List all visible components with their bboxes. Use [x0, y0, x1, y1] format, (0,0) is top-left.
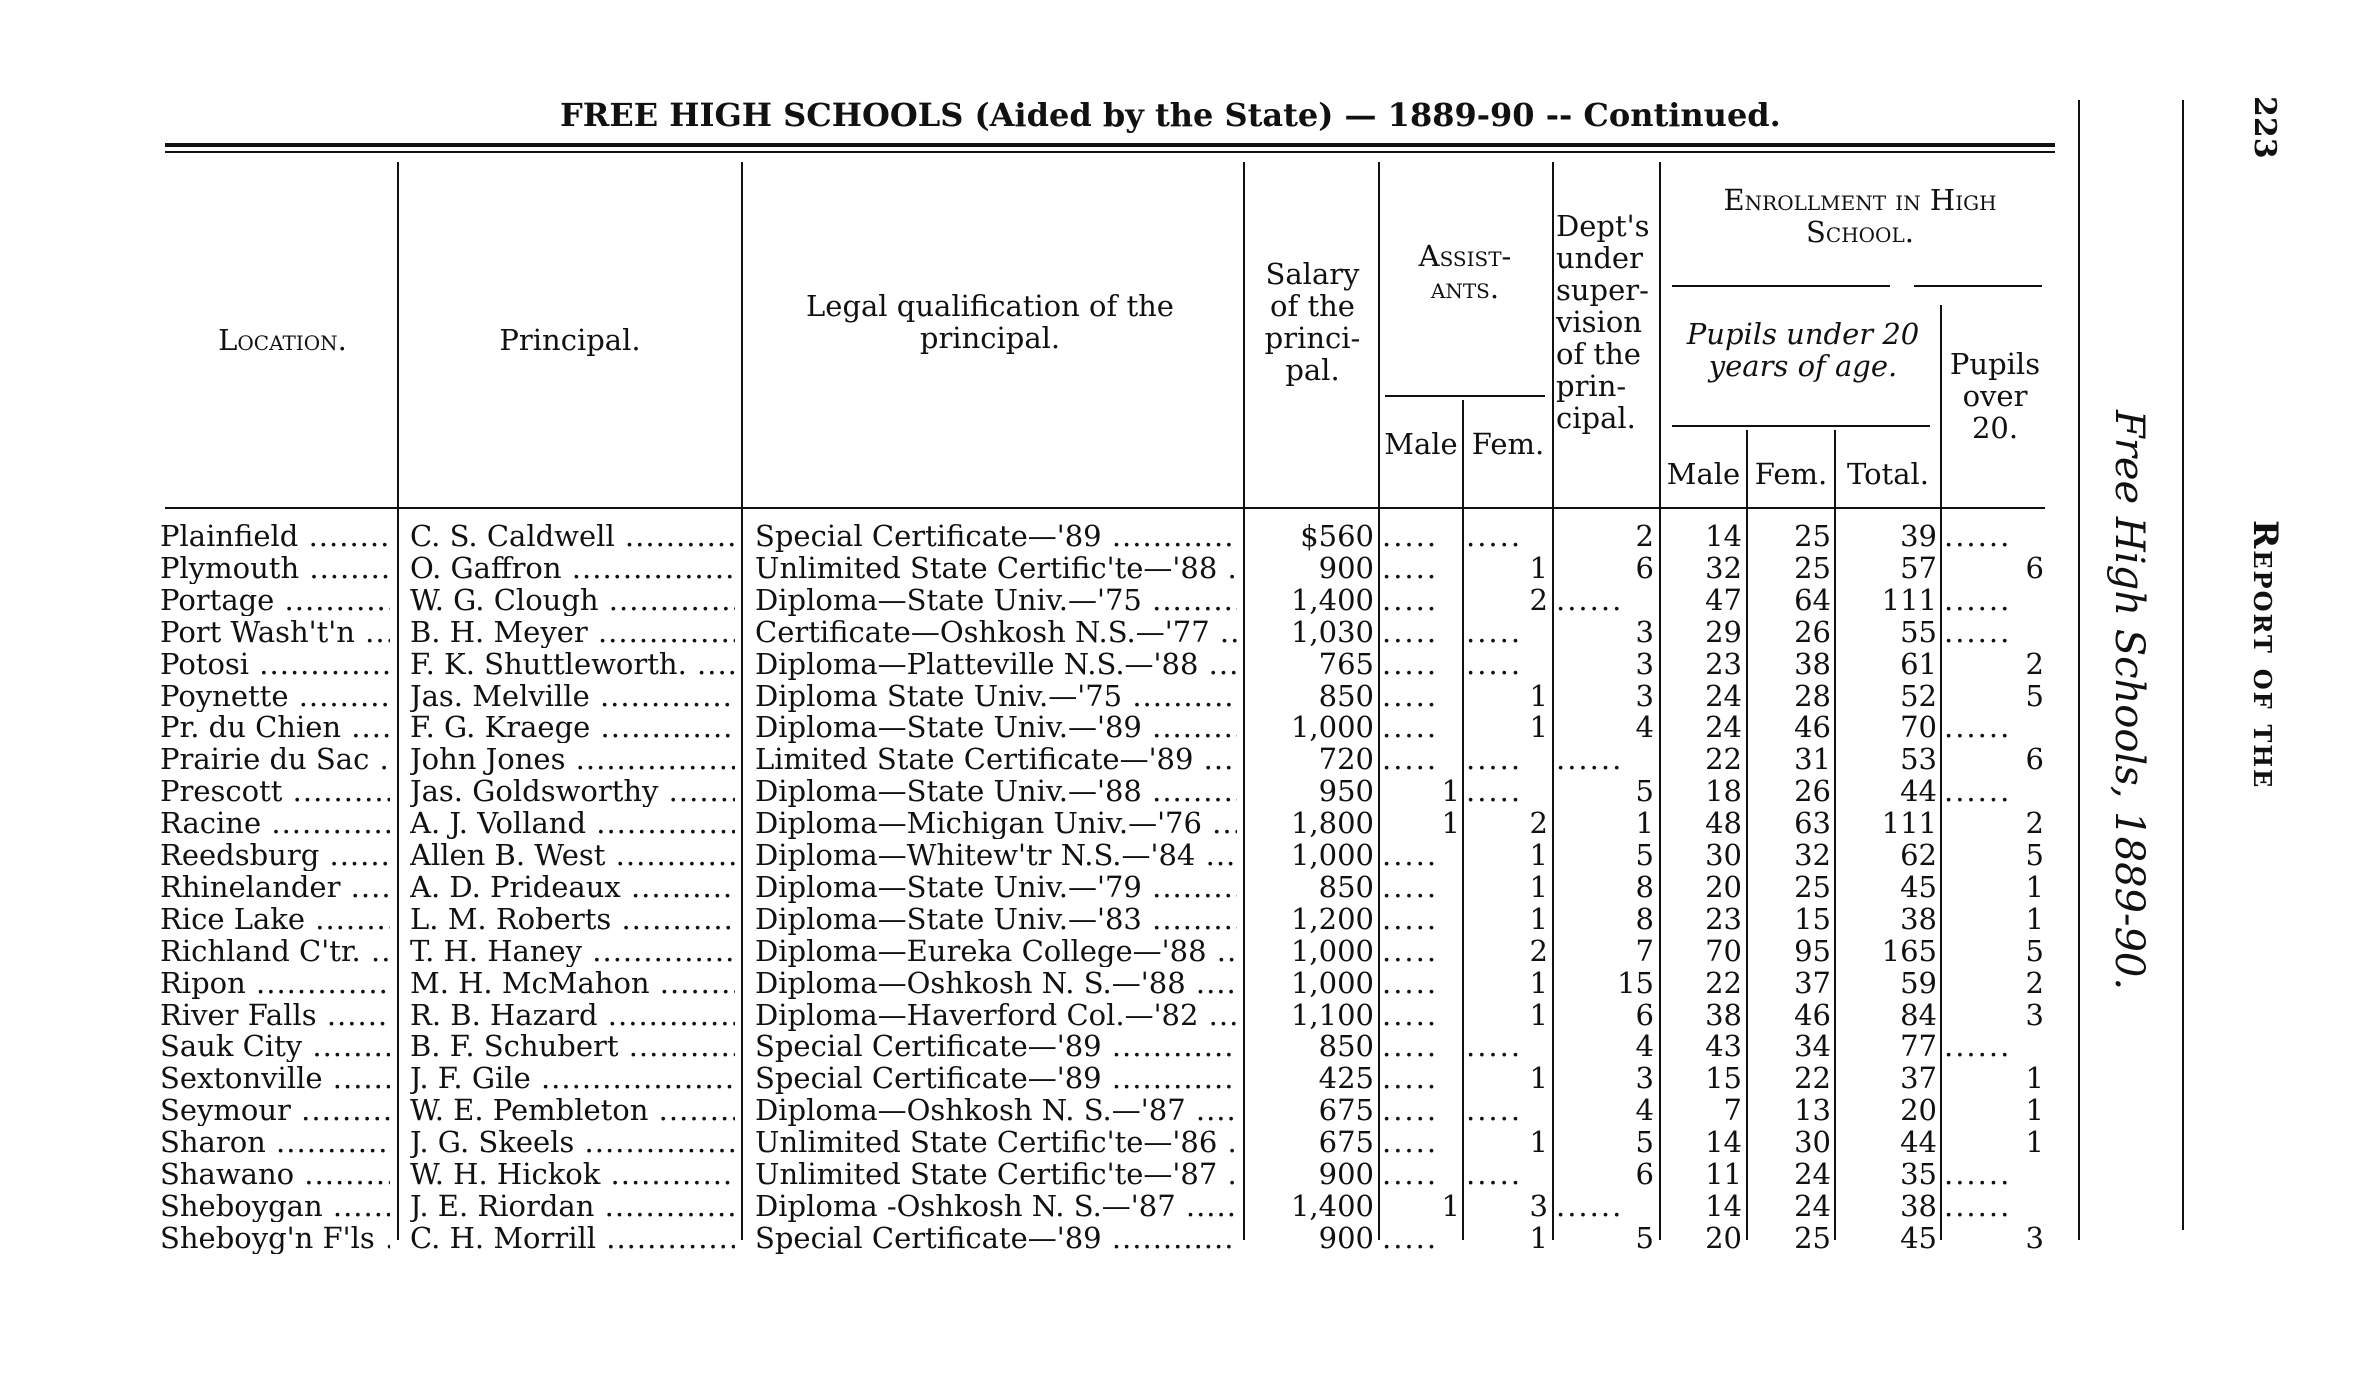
cell-depts: 8: [1635, 903, 1654, 935]
cell-asst-fem: .....: [1466, 743, 1523, 775]
cell-fem: 25: [1794, 1222, 1831, 1254]
cell-asst-male: .....: [1382, 616, 1439, 648]
cell-salary: 900: [1318, 1158, 1374, 1190]
cell-fem: 34: [1794, 1030, 1831, 1062]
cell-depts: 6: [1635, 1158, 1654, 1190]
cell-location: Sheboyg'n F'ls .....: [160, 1222, 390, 1254]
cell-asst-fem: .....: [1466, 616, 1523, 648]
cell-over: ......: [1944, 775, 2012, 807]
cell-depts: 5: [1635, 1222, 1654, 1254]
cell-total: 35: [1900, 1158, 1937, 1190]
cell-asst-male: .....: [1382, 584, 1439, 616]
col-line-7: [1659, 162, 1661, 1240]
cell-location: Pr. du Chien .....: [160, 711, 390, 743]
cell-over: 1: [2025, 1094, 2044, 1126]
cell-salary: 900: [1318, 1222, 1374, 1254]
cell-fem: 24: [1794, 1158, 1831, 1190]
cell-male: 11: [1705, 1158, 1742, 1190]
cell-depts: 5: [1635, 775, 1654, 807]
cell-over: 2: [2025, 648, 2044, 680]
cell-qualification: Diploma—State Univ.—'75 .....: [755, 584, 1237, 616]
cell-asst-fem: .....: [1466, 1030, 1523, 1062]
cell-asst-male: .....: [1382, 1062, 1439, 1094]
cell-asst-male: .....: [1382, 711, 1439, 743]
cell-over: 5: [2025, 680, 2044, 712]
cell-total: 111: [1881, 807, 1937, 839]
cell-fem: 25: [1794, 552, 1831, 584]
cell-fem: 25: [1794, 520, 1831, 552]
header-enrollment: Enrollment in High School.: [1723, 183, 1997, 249]
side-report: Report of the: [2245, 520, 2285, 790]
cell-depts: ......: [1556, 584, 1624, 616]
header-pupils-under-20: Pupils under 20 years of age.: [1686, 317, 1920, 383]
cell-principal: R. B. Hazard .....: [410, 999, 735, 1031]
cell-total: 57: [1900, 552, 1937, 584]
cell-depts: 3: [1635, 680, 1654, 712]
cell-male: 15: [1705, 1062, 1742, 1094]
cell-depts: 5: [1635, 839, 1654, 871]
header-qualification: Legal qualification of the principal.: [806, 289, 1174, 355]
cell-qualification: Diploma—State Univ.—'79 .....: [755, 871, 1237, 903]
cell-male: 14: [1705, 1190, 1742, 1222]
cell-asst-male: .....: [1382, 839, 1439, 871]
cell-male: 30: [1705, 839, 1742, 871]
header-enr-total: Total.: [1847, 457, 1929, 491]
cell-salary: 1,000: [1290, 935, 1374, 967]
cell-total: 77: [1900, 1030, 1937, 1062]
cell-location: Seymour .....: [160, 1094, 390, 1126]
cell-asst-fem: 2: [1529, 935, 1548, 967]
cell-qualification: Unlimited State Certific'te—'88 .....: [755, 552, 1237, 584]
cell-qualification: Special Certificate—'89 .....: [755, 520, 1237, 552]
cell-principal: F. G. Kraege .....: [410, 711, 735, 743]
cell-salary: 1,400: [1290, 584, 1374, 616]
cell-male: 22: [1705, 967, 1742, 999]
cell-depts: 6: [1635, 552, 1654, 584]
cell-total: 39: [1900, 520, 1937, 552]
header-depts: Dept's under super- vision of the prin- cipal.: [1556, 209, 1650, 435]
cell-asst-fem: 1: [1529, 967, 1548, 999]
cell-depts: 6: [1635, 999, 1654, 1031]
cell-male: 24: [1705, 711, 1742, 743]
cell-total: 53: [1900, 743, 1937, 775]
cell-over: 1: [2025, 1126, 2044, 1158]
cell-asst-male: .....: [1382, 520, 1439, 552]
cell-fem: 37: [1794, 967, 1831, 999]
cell-male: 14: [1705, 520, 1742, 552]
cell-depts: 3: [1635, 616, 1654, 648]
cell-total: 52: [1900, 680, 1937, 712]
cell-salary: 850: [1318, 871, 1374, 903]
cell-principal: W. E. Pembleton .....: [410, 1094, 735, 1126]
cell-asst-male: .....: [1382, 967, 1439, 999]
cell-qualification: Diploma—Haverford Col.—'82 .....: [755, 999, 1237, 1031]
cell-depts: 15: [1617, 967, 1654, 999]
cell-principal: J. F. Gile .....: [410, 1062, 735, 1094]
cell-qualification: Diploma—State Univ.—'83 .....: [755, 903, 1237, 935]
cell-salary: $560: [1300, 520, 1374, 552]
cell-male: 32: [1705, 552, 1742, 584]
cell-location: Sheboygan .....: [160, 1190, 390, 1222]
cell-depts: 2: [1635, 520, 1654, 552]
cell-qualification: Diploma—Oshkosh N. S.—'87 .....: [755, 1094, 1237, 1126]
cell-asst-fem: 1: [1529, 1126, 1548, 1158]
cell-qualification: Limited State Certificate—'89 .....: [755, 743, 1237, 775]
cell-asst-male: .....: [1382, 743, 1439, 775]
enroll-subrule-a: [1672, 285, 1890, 287]
header-asst-male: Male: [1384, 427, 1458, 461]
top-rule-thin: [165, 151, 2055, 153]
cell-salary: 1,030: [1290, 616, 1374, 648]
cell-qualification: Diploma—Oshkosh N. S.—'88 .....: [755, 967, 1237, 999]
cell-salary: 720: [1318, 743, 1374, 775]
cell-principal: L. M. Roberts .....: [410, 903, 735, 935]
header-bottom-rule: [165, 507, 2045, 509]
cell-asst-male: .....: [1382, 999, 1439, 1031]
cell-location: Racine .....: [160, 807, 390, 839]
cell-principal: W. H. Hickok .....: [410, 1158, 735, 1190]
cell-over: ......: [1944, 1030, 2012, 1062]
cell-asst-fem: 1: [1529, 903, 1548, 935]
header-location: Location.: [218, 323, 347, 357]
cell-principal: A. J. Volland .....: [410, 807, 735, 839]
cell-over: 6: [2025, 743, 2044, 775]
cell-salary: 1,100: [1290, 999, 1374, 1031]
col-line-10: [1940, 305, 1942, 1240]
cell-asst-male: .....: [1382, 935, 1439, 967]
cell-fem: 46: [1794, 999, 1831, 1031]
cell-over: 2: [2025, 807, 2044, 839]
cell-location: River Falls .....: [160, 999, 390, 1031]
header-assistants: Assist- ants.: [1418, 239, 1512, 305]
cell-depts: 4: [1635, 711, 1654, 743]
cell-male: 47: [1705, 584, 1742, 616]
cell-fem: 24: [1794, 1190, 1831, 1222]
cell-asst-male: .....: [1382, 648, 1439, 680]
cell-principal: F. K. Shuttleworth. .....: [410, 648, 735, 680]
top-rule-thick: [165, 143, 2055, 147]
cell-total: 70: [1900, 711, 1937, 743]
cell-location: Plainfield .....: [160, 520, 390, 552]
right-border: [2078, 100, 2080, 1240]
cell-asst-fem: .....: [1466, 520, 1523, 552]
cell-depts: 3: [1635, 648, 1654, 680]
cell-depts: 5: [1635, 1126, 1654, 1158]
cell-depts: ......: [1556, 1190, 1624, 1222]
cell-asst-male: .....: [1382, 1094, 1439, 1126]
cell-principal: Jas. Goldsworthy .....: [410, 775, 735, 807]
cell-total: 111: [1881, 584, 1937, 616]
cell-salary: 1,400: [1290, 1190, 1374, 1222]
cell-over: 3: [2025, 1222, 2044, 1254]
cell-principal: T. H. Haney .....: [410, 935, 735, 967]
cell-total: 38: [1900, 903, 1937, 935]
col-line-3: [1243, 162, 1245, 1240]
cell-fem: 31: [1794, 743, 1831, 775]
cell-principal: B. F. Schubert .....: [410, 1030, 735, 1062]
cell-male: 48: [1705, 807, 1742, 839]
cell-location: Prescott .....: [160, 775, 390, 807]
cell-fem: 46: [1794, 711, 1831, 743]
cell-location: Richland C'tr. .....: [160, 935, 390, 967]
col-line-4: [1378, 162, 1380, 1240]
cell-fem: 28: [1794, 680, 1831, 712]
cell-male: 18: [1705, 775, 1742, 807]
cell-depts: 8: [1635, 871, 1654, 903]
cell-asst-fem: 1: [1529, 999, 1548, 1031]
cell-salary: 425: [1318, 1062, 1374, 1094]
cell-male: 70: [1705, 935, 1742, 967]
cell-fem: 25: [1794, 871, 1831, 903]
cell-principal: J. E. Riordan .....: [410, 1190, 735, 1222]
cell-fem: 26: [1794, 616, 1831, 648]
cell-qualification: Unlimited State Certific'te—'86 .....: [755, 1126, 1237, 1158]
cell-asst-fem: 1: [1529, 680, 1548, 712]
cell-qualification: Diploma -Oshkosh N. S.—'87 .....: [755, 1190, 1237, 1222]
cell-fem: 63: [1794, 807, 1831, 839]
cell-asst-male: 1: [1441, 807, 1460, 839]
col-line-5: [1462, 400, 1464, 1240]
cell-male: 20: [1705, 1222, 1742, 1254]
cell-total: 84: [1900, 999, 1937, 1031]
header-enr-male: Male: [1666, 457, 1741, 491]
header-enr-fem: Fem.: [1754, 457, 1828, 491]
cell-total: 62: [1900, 839, 1937, 871]
cell-asst-fem: .....: [1466, 648, 1523, 680]
cell-asst-male: .....: [1382, 552, 1439, 584]
cell-fem: 30: [1794, 1126, 1831, 1158]
cell-asst-fem: 2: [1529, 584, 1548, 616]
cell-male: 7: [1723, 1094, 1742, 1126]
cell-salary: 765: [1318, 648, 1374, 680]
cell-total: 165: [1881, 935, 1937, 967]
cell-male: 43: [1705, 1030, 1742, 1062]
cell-over: ......: [1944, 1190, 2012, 1222]
cell-principal: W. G. Clough .....: [410, 584, 735, 616]
cell-fem: 38: [1794, 648, 1831, 680]
cell-location: Plymouth .....: [160, 552, 390, 584]
cell-male: 22: [1705, 743, 1742, 775]
cell-asst-male: .....: [1382, 1030, 1439, 1062]
cell-location: Potosi .....: [160, 648, 390, 680]
cell-qualification: Diploma—Eureka College—'88 .....: [755, 935, 1237, 967]
cell-over: 1: [2025, 1062, 2044, 1094]
cell-qualification: Diploma—State Univ.—'89 .....: [755, 711, 1237, 743]
cell-asst-fem: 2: [1529, 807, 1548, 839]
header-salary: Salary of the princi- pal.: [1264, 257, 1361, 387]
cell-total: 44: [1900, 1126, 1937, 1158]
cell-asst-male: .....: [1382, 1158, 1439, 1190]
cell-qualification: Diploma—State Univ.—'88 .....: [755, 775, 1237, 807]
cell-asst-fem: 1: [1529, 1222, 1548, 1254]
cell-over: 5: [2025, 935, 2044, 967]
cell-male: 29: [1705, 616, 1742, 648]
cell-asst-male: .....: [1382, 680, 1439, 712]
cell-asst-fem: .....: [1466, 775, 1523, 807]
under20-subrule: [1672, 425, 1930, 427]
cell-qualification: Special Certificate—'89 .....: [755, 1062, 1237, 1094]
col-line-6: [1552, 162, 1554, 1240]
cell-location: Portage .....: [160, 584, 390, 616]
cell-qualification: Diploma State Univ.—'75 .....: [755, 680, 1237, 712]
cell-over: 3: [2025, 999, 2044, 1031]
cell-asst-male: .....: [1382, 1126, 1439, 1158]
cell-qualification: Special Certificate—'89 .....: [755, 1222, 1237, 1254]
cell-fem: 15: [1794, 903, 1831, 935]
cell-location: Sextonville .....: [160, 1062, 390, 1094]
cell-male: 24: [1705, 680, 1742, 712]
cell-over: ......: [1944, 616, 2012, 648]
cell-asst-fem: 1: [1529, 871, 1548, 903]
cell-principal: B. H. Meyer .....: [410, 616, 735, 648]
cell-qualification: Unlimited State Certific'te—'87 .....: [755, 1158, 1237, 1190]
cell-asst-fem: 1: [1529, 711, 1548, 743]
cell-location: Rice Lake .....: [160, 903, 390, 935]
assist-subrule: [1385, 395, 1545, 397]
cell-fem: 64: [1794, 584, 1831, 616]
cell-over: 2: [2025, 967, 2044, 999]
cell-total: 37: [1900, 1062, 1937, 1094]
col-line-2: [741, 162, 743, 1240]
cell-male: 20: [1705, 871, 1742, 903]
cell-location: Port Wash't'n .....: [160, 616, 390, 648]
header-pupils-over-20: Pupils over 20.: [1949, 347, 2041, 445]
cell-fem: 13: [1794, 1094, 1831, 1126]
cell-total: 61: [1900, 648, 1937, 680]
cell-asst-fem: 3: [1529, 1190, 1548, 1222]
cell-asst-fem: 1: [1529, 1062, 1548, 1094]
cell-asst-fem: .....: [1466, 1158, 1523, 1190]
cell-fem: 22: [1794, 1062, 1831, 1094]
cell-asst-male: .....: [1382, 903, 1439, 935]
cell-qualification: Special Certificate—'89 .....: [755, 1030, 1237, 1062]
cell-over: 5: [2025, 839, 2044, 871]
cell-asst-male: 1: [1441, 775, 1460, 807]
page-title: FREE HIGH SCHOOLS (Aided by the State) — 1889-90 -- Continued.: [560, 96, 1781, 134]
cell-fem: 95: [1794, 935, 1831, 967]
cell-asst-fem: 1: [1529, 839, 1548, 871]
cell-principal: A. D. Prideaux .....: [410, 871, 735, 903]
cell-principal: C. S. Caldwell .....: [410, 520, 735, 552]
cell-qualification: Diploma—Michigan Univ.—'76 .....: [755, 807, 1237, 839]
header-principal: Principal.: [499, 323, 641, 357]
cell-salary: 675: [1318, 1126, 1374, 1158]
cell-salary: 1,000: [1290, 967, 1374, 999]
cell-location: Reedsburg .....: [160, 839, 390, 871]
col-line-8: [1746, 430, 1748, 1240]
cell-location: Ripon .....: [160, 967, 390, 999]
cell-salary: 950: [1318, 775, 1374, 807]
cell-asst-fem: .....: [1466, 1094, 1523, 1126]
enroll-subrule-b: [1914, 285, 2042, 287]
cell-total: 20: [1900, 1094, 1937, 1126]
cell-depts: ......: [1556, 743, 1624, 775]
cell-salary: 850: [1318, 1030, 1374, 1062]
cell-principal: O. Gaffron .....: [410, 552, 735, 584]
cell-principal: J. G. Skeels .....: [410, 1126, 735, 1158]
cell-location: Prairie du Sac .....: [160, 743, 390, 775]
cell-total: 55: [1900, 616, 1937, 648]
cell-principal: C. H. Morrill .....: [410, 1222, 735, 1254]
cell-male: 38: [1705, 999, 1742, 1031]
cell-qualification: Certificate—Oshkosh N.S.—'77 .....: [755, 616, 1237, 648]
cell-depts: 7: [1635, 935, 1654, 967]
cell-salary: 675: [1318, 1094, 1374, 1126]
cell-male: 23: [1705, 648, 1742, 680]
cell-over: 1: [2025, 903, 2044, 935]
cell-total: 38: [1900, 1190, 1937, 1222]
cell-over: ......: [1944, 711, 2012, 743]
cell-salary: 1,000: [1290, 711, 1374, 743]
cell-location: Sharon .....: [160, 1126, 390, 1158]
cell-qualification: Diploma—Platteville N.S.—'88 .....: [755, 648, 1237, 680]
cell-total: 45: [1900, 871, 1937, 903]
cell-depts: 3: [1635, 1062, 1654, 1094]
cell-salary: 850: [1318, 680, 1374, 712]
cell-principal: John Jones .....: [410, 743, 735, 775]
cell-depts: 4: [1635, 1030, 1654, 1062]
cell-location: Shawano .....: [160, 1158, 390, 1190]
side-divider: [2182, 100, 2184, 1230]
page-number: 223: [2247, 96, 2282, 159]
cell-male: 23: [1705, 903, 1742, 935]
cell-location: Poynette .....: [160, 680, 390, 712]
cell-asst-fem: 1: [1529, 552, 1548, 584]
cell-male: 14: [1705, 1126, 1742, 1158]
cell-salary: 1,000: [1290, 839, 1374, 871]
side-title: Free High Schools, 1889-90.: [2106, 410, 2152, 991]
cell-principal: Allen B. West .....: [410, 839, 735, 871]
cell-location: Sauk City .....: [160, 1030, 390, 1062]
cell-fem: 32: [1794, 839, 1831, 871]
cell-total: 45: [1900, 1222, 1937, 1254]
cell-over: ......: [1944, 520, 2012, 552]
cell-asst-male: 1: [1441, 1190, 1460, 1222]
cell-salary: 1,200: [1290, 903, 1374, 935]
cell-salary: 1,800: [1290, 807, 1374, 839]
cell-principal: Jas. Melville .....: [410, 680, 735, 712]
cell-asst-male: .....: [1382, 871, 1439, 903]
header-asst-fem: Fem.: [1471, 427, 1545, 461]
cell-over: 6: [2025, 552, 2044, 584]
cell-location: Rhinelander .....: [160, 871, 390, 903]
cell-salary: 900: [1318, 552, 1374, 584]
cell-fem: 26: [1794, 775, 1831, 807]
cell-over: ......: [1944, 1158, 2012, 1190]
cell-total: 59: [1900, 967, 1937, 999]
cell-over: 1: [2025, 871, 2044, 903]
cell-total: 44: [1900, 775, 1937, 807]
cell-asst-male: .....: [1382, 1222, 1439, 1254]
cell-depts: 4: [1635, 1094, 1654, 1126]
cell-over: ......: [1944, 584, 2012, 616]
cell-depts: 1: [1635, 807, 1654, 839]
cell-principal: M. H. McMahon .....: [410, 967, 735, 999]
col-line-1: [397, 162, 399, 1240]
col-line-9: [1834, 430, 1836, 1240]
cell-qualification: Diploma—Whitew'tr N.S.—'84 .....: [755, 839, 1237, 871]
